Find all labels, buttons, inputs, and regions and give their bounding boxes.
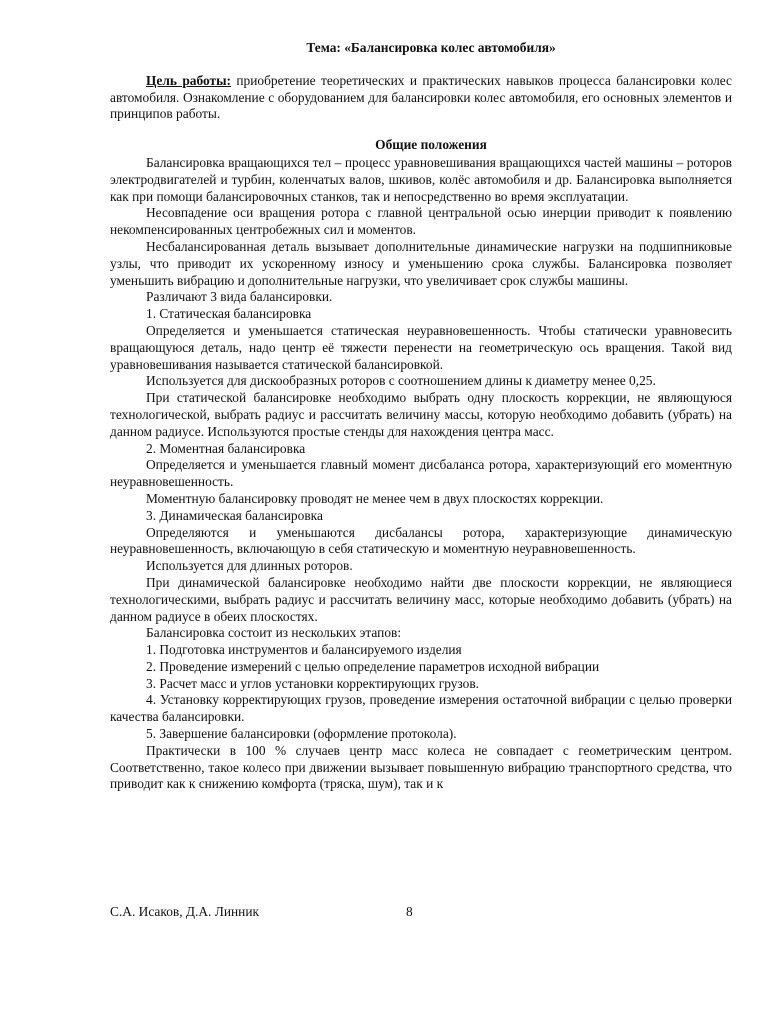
goal-paragraph bbox=[110, 73, 732, 123]
list-item: 1. Подготовка инструментов и балансируемого изделия bbox=[146, 642, 462, 658]
paragraph: Используется для дискообразных роторов с соотношением длины к диаметру менее 0,25. bbox=[146, 373, 656, 389]
section-heading: Общие положения bbox=[375, 137, 487, 153]
paragraph: Балансировка вращающихся тел – процесс уравновешивания вращающихся частей машины – роторов электродвигателей и турбин, коленчатых валов, шкивов, колёс автомобиля и др. Балансировка выполняется как при помощи балансировочных станков, так и непосредственно во время эксплуатации. bbox=[110, 154, 732, 204]
goal-label: Цель работы: bbox=[146, 72, 231, 88]
paragraph: Несовпадение оси вращения ротора с главной центральной осью инерции приводит к появлению некомпенсированных центробежных сил и моментов. bbox=[110, 205, 732, 238]
page-number: 8 bbox=[406, 904, 413, 919]
footer-authors: С.А. Исаков, Д.А. Линник bbox=[110, 904, 260, 919]
paragraph: Балансировка состоит из нескольких этапов: bbox=[146, 625, 402, 641]
subheading-moment: 2. Моментная балансировка bbox=[146, 440, 306, 456]
paragraph: При динамической балансировке необходимо найти две плоскости коррекции, не являющиеся технологическими, выбрать радиус и рассчитать величину масс, которые необходимо добавить (убрать) на данном радиусе в обеих плоскостях. bbox=[110, 574, 732, 624]
document-page bbox=[110, 40, 732, 793]
paragraph: Практически в 100 % случаев центр масс колеса не совпадает с геометрическим центром. Соответственно, такое колесо при движении вызывает повышенную вибрацию транспортного средства, что приводит как к снижению комфорта (тряска, шум), так и к bbox=[110, 742, 732, 792]
paragraph: Используется для длинных роторов. bbox=[146, 558, 353, 574]
paragraph: Несбалансированная деталь вызывает дополнительные динамические нагрузки на подшипниковые узлы, что приводит их ускоренному износу и уменьшению срока службы. Балансировка позволяет уменьшить вибрацию и дополнительные нагрузки, что увеличивает срок службы машины. bbox=[110, 238, 732, 288]
list-item: 3. Расчет масс и углов установки корректирующих грузов. bbox=[146, 675, 479, 691]
paragraph: Определяется и уменьшается главный момент дисбаланса ротора, характеризующий его моментную неуравновешенность. bbox=[110, 457, 732, 490]
list-item: 5. Завершение балансировки (оформление протокола). bbox=[146, 726, 457, 742]
list-item: 2. Проведение измерений с целью определение параметров исходной вибрации bbox=[146, 658, 600, 674]
paragraph: Определяются и уменьшаются дисбалансы ротора, характеризующие динамическую неуравновешенность, включающую в себя статическую и моментную неуравновешенность. bbox=[110, 524, 732, 557]
paragraph: Определяется и уменьшается статическая неуравновешенность. Чтобы статически уравновесить вращающуюся деталь, надо центр её тяжести перенести на геометрическую ось вращения. Такой вид уравновешивания называется статической балансировкой. bbox=[110, 322, 732, 372]
paragraph: Моментную балансировку проводят не менее чем в двух плоскостях коррекции. bbox=[146, 490, 604, 506]
subheading-dynamic: 3. Динамическая балансировка bbox=[146, 507, 323, 523]
goal-text: приобретение теоретических и практических навыков процесса балансировки колес автомобиля. Ознакомление с оборудованием для балансировки колес автомобиля, его основных элементов и принципов работы. bbox=[110, 72, 732, 122]
subheading-static: 1. Статическая балансировка bbox=[146, 306, 312, 322]
paragraph: При статической балансировке необходимо выбрать одну плоскость коррекции, не являющуюся технологической, выбрать радиус и рассчитать величину массы, которую необходимо добавить (убрать) на данном радиусе. Используются простые стенды для нахождения центра масс. bbox=[110, 390, 732, 439]
page-title: Тема: «Балансировка колес автомобиля» bbox=[306, 40, 556, 55]
list-item: 4. Установку корректирующих грузов, проведение измерения остаточной вибрации с целью проверки качества балансировки. bbox=[110, 692, 732, 725]
paragraph: Различают 3 вида балансировки. bbox=[146, 289, 333, 305]
